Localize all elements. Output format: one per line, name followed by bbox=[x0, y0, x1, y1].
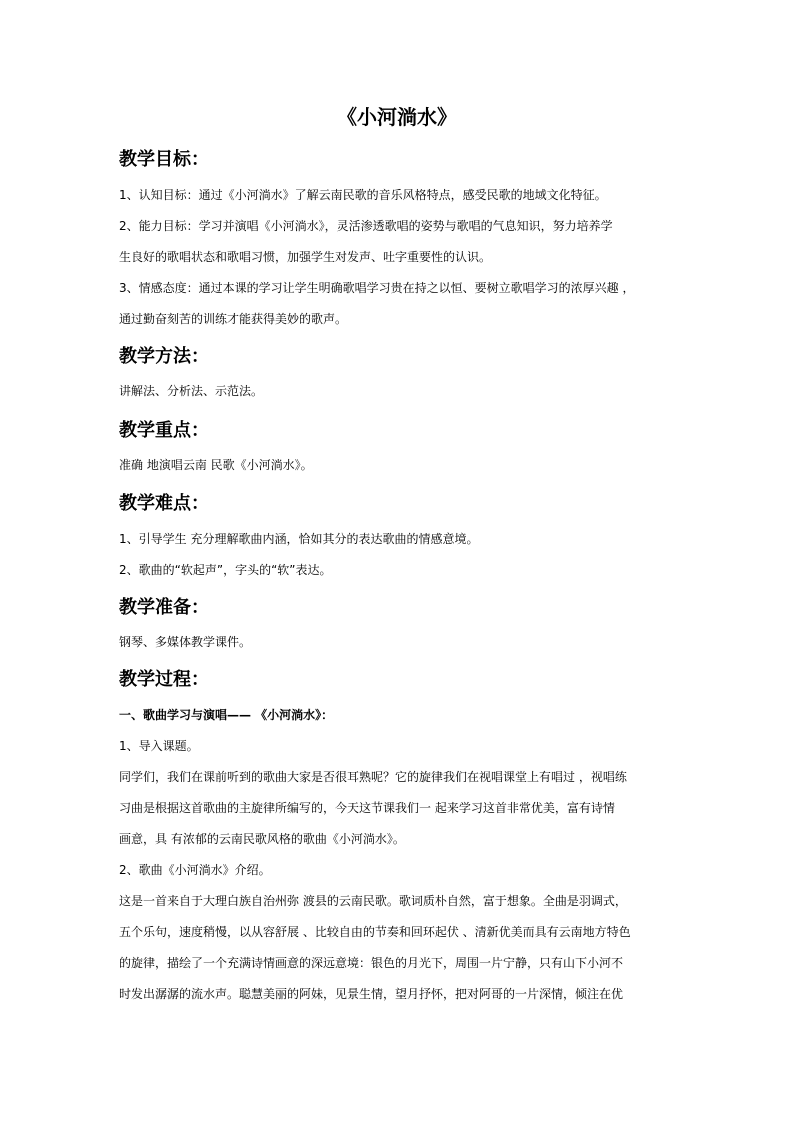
heading-process: 教学过程： bbox=[119, 669, 209, 690]
process-line-5: 2、歌曲《小河淌水》介绍。 bbox=[119, 863, 271, 877]
process-line-3: 习曲是根据这首歌曲的主旋律所编写的，今天这节课我们一 起来学习这首非常优美，富有诗情 bbox=[119, 801, 615, 815]
methods-line-1: 讲解法、分析法、示范法。 bbox=[119, 384, 264, 398]
process-line-4: 画意，具 有浓郁的云南民歌风格的歌曲《小河淌水》。 bbox=[119, 832, 405, 846]
process-line-2: 同学们，我们在课前听到的歌曲大家是否很耳熟呢？它的旋律我们在视唱课堂上有唱过 ，视唱练 bbox=[119, 770, 627, 784]
process-line-1: 1、导入课题。 bbox=[119, 739, 199, 753]
key-points-line-1: 准确 地演唱云南 民歌《小河淌水》。 bbox=[119, 458, 313, 472]
objectives-line-4: 3、情感态度：通过本课的学习让学生明确歌唱学习贵在持之以恒、要树立歌唱学习的浓厚兴趣 ， bbox=[119, 281, 635, 295]
heading-key-points: 教学重点： bbox=[119, 420, 209, 441]
heading-methods: 教学方法： bbox=[119, 346, 209, 367]
document-title: 《小河淌水》 bbox=[337, 105, 457, 129]
heading-objectives: 教学目标： bbox=[119, 149, 209, 170]
process-line-9: 时发出潺潺的流水声。聪慧美丽的阿妹，见景生情，望月抒怀，把对阿哥的一片深情，倾注在优 bbox=[119, 987, 624, 1001]
difficulties-line-1: 1、引导学生 充分理解歌曲内涵，恰如其分的表达歌曲的情感意境。 bbox=[119, 532, 479, 546]
objectives-line-5: 通过勤奋刻苦的训练才能获得美妙的歌声。 bbox=[119, 312, 348, 326]
process-subheading: 一、歌曲学习与演唱—— 《小河淌水》： bbox=[119, 708, 334, 722]
heading-preparation: 教学准备： bbox=[119, 597, 209, 618]
difficulties-line-2: 2、歌曲的“软起声”，字头的“软”表达。 bbox=[119, 563, 332, 577]
process-line-8: 的旋律，描绘了一个充满诗情画意的深远意境：银色的月光下，周围一片宁静，只有山下小河不 bbox=[119, 956, 624, 970]
process-line-7: 五个乐句，速度稍慢，以从容舒展 、比较自由的节奏和回环起伏 、清新优美而具有云南地方特色 bbox=[119, 925, 631, 939]
objectives-line-1: 1、认知目标：通过《小河淌水》了解云南民歌的音乐风格特点，感受民歌的地域文化特征。 bbox=[119, 188, 607, 202]
objectives-line-2: 2、能力目标：学习并演唱《小河淌水》，灵活渗透歌唱的姿势与歌唱的气息知识，努力培养学 bbox=[119, 219, 613, 233]
preparation-line-1: 钢琴、多媒体教学课件。 bbox=[119, 635, 252, 649]
process-line-6: 这是一首来自于大理白族自治州弥 渡县的云南民歌。歌词质朴自然，富于想象。全曲是羽调式， bbox=[119, 894, 627, 908]
heading-difficulties: 教学难点： bbox=[119, 493, 209, 514]
objectives-line-3: 生良好的歌唱状态和歌唱习惯，加强学生对发声、吐字重要性的认识。 bbox=[119, 250, 492, 264]
